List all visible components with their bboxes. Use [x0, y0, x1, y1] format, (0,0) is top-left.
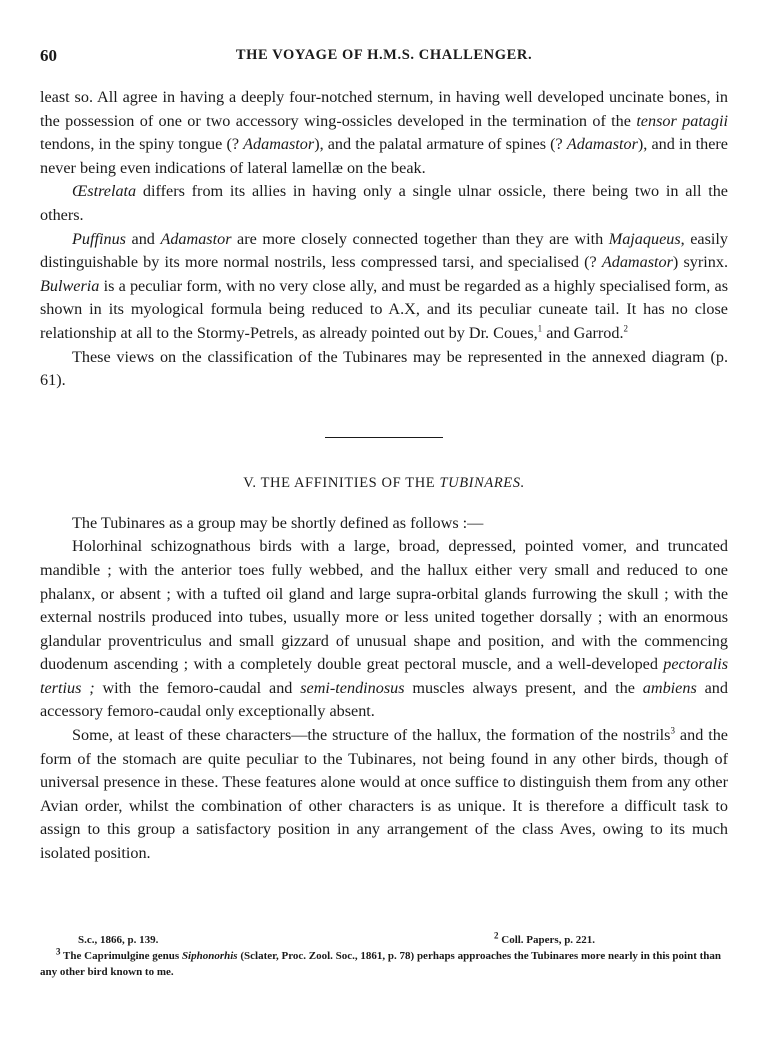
page-body: [40, 86, 728, 866]
page: [40, 0, 728, 1050]
footnotes: [40, 932, 728, 980]
paragraph-6: Holorhinal schizognathous birds with a large, broad, depressed, pointed vomer, and truncated mandible ; with the anterior toes fully webbed, and the hallux either very small and reduced to one phalanx, or absent ; with a tufted oil gland and large supra-orbital glands furrowing the skull ; with the external nostrils produced into tubes, usually more or less united together dorsally ; with an enormous glandular proventriculus and small gizzard of unusual shape and position, and with the commencing duodenum ascending ; with a completely double great pectoral muscle, and a well-developed pectoralis tertius ; with the femoro-caudal and semi-tendinosus muscles always present, and the ambiens and accessory femoro-caudal only exceptionally absent.: [40, 537, 728, 721]
page-header: [40, 46, 728, 68]
footnote-3: $^3$ The Caprimulgine genus Siphonorhis (Sclater, Proc. Zool. Soc., 1861, p. 78) perhaps approaches the Tubinares more nearly in this point than any other bird known to me.: [40, 946, 722, 978]
paragraph-2: Œstrelata differs from its allies in having only a single ulnar ossicle, there being two in all the others.: [40, 182, 728, 224]
paragraph-3: Puffinus and Adamastor are more closely connected together than they are with Majaqueus, easily distinguishable by its more normal nostrils, less compressed tarsi, and specialised (? Adamastor) syrinx. Bulweria is a peculiar form, with no very close ally, and must be regarded as a highly specialised form, as shown in its myological formula being reduced to A.X, and its peculiar cuneate tail. It has no close relationship at all to the Stormy-Petrels, as already pointed out by Dr. Coues,$^1$ and Garrod.$^2$: [40, 229, 729, 342]
section-heading: V. THE AFFINITIES OF THE TUBINARES.: [243, 474, 525, 491]
paragraph-1: least so. All agree in having a deeply four-notched sternum, in having well developed uncinate bones, in the possession of one or two accessory wing-ossicles developed in the termination of the tensor patagii tendons, in the spiny tongue (? Adamastor), and the palatal armature of spines (? Adamastor), and in there never being even indications of lateral lamellæ on the beak.: [40, 88, 728, 177]
footnote-ref-3: 3: [670, 725, 675, 736]
footnote-ref-1: 1: [537, 323, 543, 334]
running-title: THE VOYAGE OF H.M.S. CHALLENGER.: [235, 47, 533, 63]
paragraph-4: These views on the classification of the Tubinares may be represented in the annexed diagram (p. 61).: [40, 347, 728, 390]
footnote-row: [40, 932, 728, 948]
footnote-1: S.c., 1866, p. 139.: [78, 934, 159, 946]
section-divider: [325, 437, 443, 438]
paragraph-5: The Tubinares as a group may be shortly defined as follows :—: [72, 513, 484, 532]
footnote-2: $^2$ Coll. Papers, p. 221.: [494, 930, 596, 946]
paragraph-7: Some, at least of these characters—the structure of the hallux, the formation of the nostrils$^3$ and the form of the stomach are quite peculiar to the Tubinares, not being found in any other birds, though of universal presence in these. These features alone would at once suffice to distinguish them from any other Avian order, whilst the combination of other characters is as unique. It is therefore a difficult task to assign to this group a satisfactory position in any arrangement of the class Aves, owing to its much isolated position.: [40, 725, 728, 863]
footnote-ref-2: 2: [623, 323, 629, 334]
page-number: 60: [40, 46, 57, 65]
